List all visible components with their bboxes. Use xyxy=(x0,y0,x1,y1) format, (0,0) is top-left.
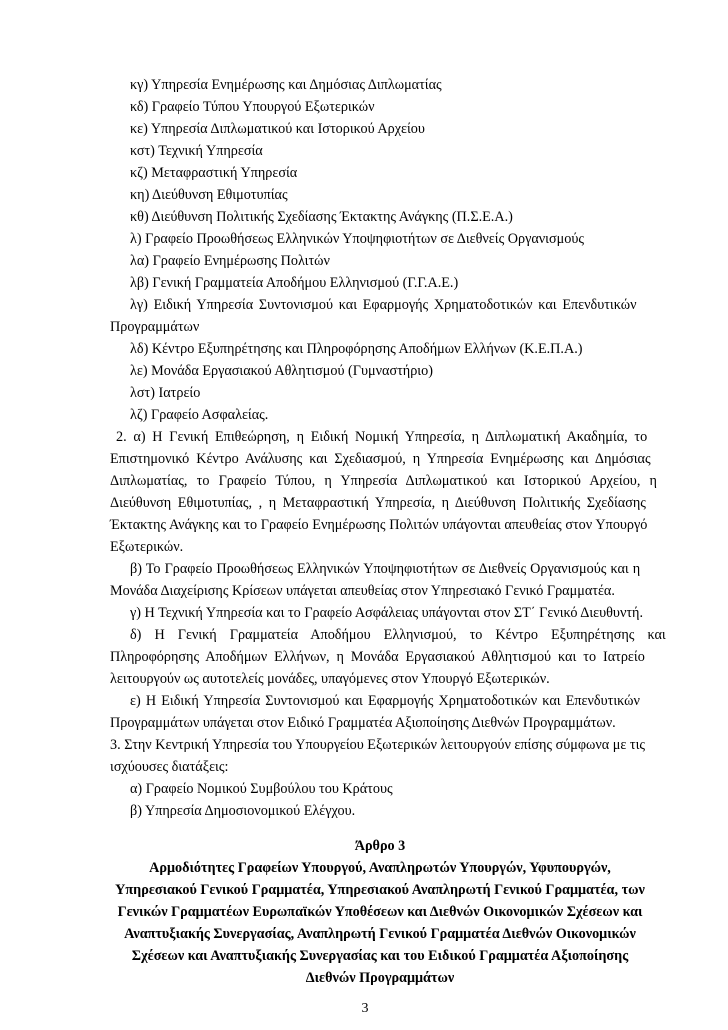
list-item: λα) Γραφείο Ενημέρωσης Πολιτών xyxy=(130,253,330,269)
article-subtitle-line: Αρμοδιότητες Γραφείων Υπουργού, Αναπληρωτών Υπουργών, Υφυπουργών, xyxy=(149,860,611,876)
paragraph-line: δ) Η Γενική Γραμματεία Αποδήμου Ελληνισμού, το Κέντρο Εξυπηρέτησης και xyxy=(130,627,666,643)
paragraph-line: Εξωτερικών. xyxy=(110,539,184,555)
article-subtitle-line: Διεθνών Προγραμμάτων xyxy=(305,970,455,986)
list-item: κδ) Γραφείο Τύπου Υπουργού Εξωτερικών xyxy=(130,99,375,115)
page-number: 3 xyxy=(361,1001,369,1016)
list-item: κε) Υπηρεσία Διπλωματικού και Ιστορικού Αρχείου xyxy=(130,121,425,137)
paragraph-line: Επιστημονικό Κέντρο Ανάλυσης και Σχεδιασμού, η Υπηρεσία Ενημέρωσης και Δημόσιας xyxy=(110,451,651,467)
paragraph-line: Διεύθυνση Εθιμοτυπίας, , η Μεταφραστική Υπηρεσία, η Διεύθυνση Πολιτικής Σχεδίασης xyxy=(110,495,646,511)
list-item: κη) Διεύθυνση Εθιμοτυπίας xyxy=(130,187,288,203)
list-item: α) Γραφείο Νομικού Συμβούλου του Κράτους xyxy=(130,781,393,797)
paragraph-line: Προγραμμάτων υπάγεται στον Ειδικό Γραμματέα Αξιοποίησης Διεθνών Προγραμμάτων. xyxy=(110,715,616,731)
list-item: λδ) Κέντρο Εξυπηρέτησης και Πληροφόρησης Αποδήμων Ελλήνων (Κ.Ε.Π.Α.) xyxy=(130,341,583,357)
article-subtitle-line: Σχέσεων και Αναπτυξιακής Συνεργασίας και του Ειδικού Γραμματέα Αξιοποίησης xyxy=(131,948,629,964)
list-item: λ) Γραφείο Προωθήσεως Ελληνικών Υποψηφιοτήτων σε Διεθνείς Οργανισμούς xyxy=(130,231,584,247)
list-item: λγ) Ειδική Υπηρεσία Συντονισμού και Εφαρμογής Χρηματοδοτικών και Επενδυτικών xyxy=(130,297,637,313)
paragraph-line: β) Το Γραφείο Προωθήσεως Ελληνικών Υποψηφιοτήτων σε Διεθνείς Οργανισμούς και η xyxy=(130,561,641,577)
paragraph-line: Διπλωματίας, το Γραφείο Τύπου, η Υπηρεσία Διπλωματικού και Ιστορικού Αρχείου, η xyxy=(110,473,657,489)
article-subtitle-line: Υπηρεσιακού Γενικού Γραμματέα, Υπηρεσιακού Αναπληρωτή Γενικού Γραμματέα, των xyxy=(115,882,645,898)
list-item: λβ) Γενική Γραμματεία Αποδήμου Ελληνισμού (Γ.Γ.Α.Ε.) xyxy=(130,275,459,291)
list-item: κγ) Υπηρεσία Ενημέρωσης και Δημόσιας Διπλωματίας xyxy=(130,77,442,93)
paragraph-line: γ) Η Τεχνική Υπηρεσία και το Γραφείο Ασφάλειας υπάγονται στον ΣΤ΄ Γενικό Διευθυντή. xyxy=(130,605,644,621)
article-subtitle-line: Αναπτυξιακής Συνεργασίας, Αναπληρωτή Γενικού Γραμματέα Διεθνών Οικονομικών xyxy=(124,926,636,942)
list-item: κθ) Διεύθυνση Πολιτικής Σχεδίασης Έκτακτης Ανάγκης (Π.Σ.Ε.Α.) xyxy=(130,209,513,225)
article-subtitle-line: Γενικών Γραμματέων Ευρωπαϊκών Υποθέσεων και Διεθνών Οικονομικών Σχέσεων και xyxy=(117,904,643,920)
paragraph-line: ε) Η Ειδική Υπηρεσία Συντονισμού και Εφαρμογής Χρηματοδοτικών και Επενδυτικών xyxy=(130,693,640,709)
paragraph-line: Έκτακτης Ανάγκης και το Γραφείο Ενημέρωσης Πολιτών υπάγονται απευθείας στον Υπουργό xyxy=(110,517,648,533)
list-item-continuation: Προγραμμάτων xyxy=(110,319,200,335)
list-item: β) Υπηρεσία Δημοσιονομικού Ελέγχου. xyxy=(130,803,356,819)
paragraph-line: 2. α) Η Γενική Επιθεώρηση, η Ειδική Νομική Υπηρεσία, η Διπλωματική Ακαδημία, το xyxy=(116,429,648,445)
paragraph-line: 3. Στην Κεντρική Υπηρεσία του Υπουργείου Εξωτερικών λειτουργούν επίσης σύμφωνα με τις xyxy=(110,737,646,753)
paragraph-line: λειτουργούν ως αυτοτελείς μονάδες, υπαγόμενες στον Υπουργό Εξωτερικών. xyxy=(110,671,550,687)
list-item: λστ) Ιατρείο xyxy=(130,385,201,401)
list-item: λζ) Γραφείο Ασφαλείας. xyxy=(130,407,269,423)
list-item: λε) Μονάδα Εργασιακού Αθλητισμού (Γυμναστήριο) xyxy=(130,363,433,379)
paragraph-line: Πληροφόρησης Αποδήμων Ελλήνων, η Μονάδα Εργασιακού Αθλητισμού και το Ιατρείο xyxy=(110,649,645,665)
paragraph-line: Μονάδα Διαχείρισης Κρίσεων υπάγεται απευθείας στον Υπηρεσιακό Γενικό Γραμματέα. xyxy=(110,583,615,599)
article-title: Άρθρο 3 xyxy=(354,838,406,854)
paragraph-line: ισχύουσες διατάξεις: xyxy=(110,759,229,775)
list-item: κστ) Τεχνική Υπηρεσία xyxy=(130,143,263,159)
list-item: κζ) Μεταφραστική Υπηρεσία xyxy=(130,165,298,181)
